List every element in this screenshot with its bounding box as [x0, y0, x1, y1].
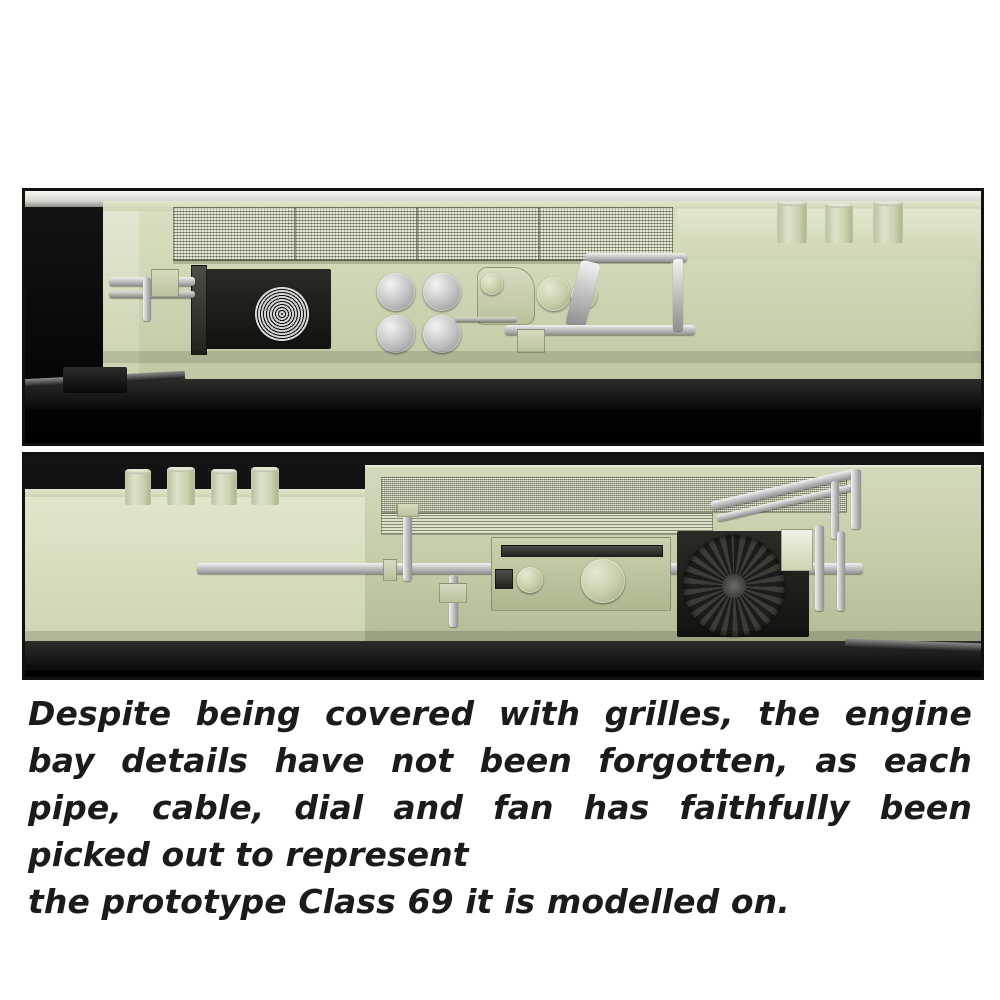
gauge-left — [537, 277, 571, 311]
main-pipe-riser — [673, 259, 683, 331]
module-pipe-flange — [397, 503, 419, 517]
lower-valve-block — [439, 583, 467, 603]
compressor-dial — [481, 273, 503, 295]
filler-stack-5 — [167, 467, 195, 505]
dial-upper-right — [423, 273, 461, 311]
fan-side-pipe-1 — [815, 525, 824, 611]
junction-box-lower — [517, 329, 545, 353]
air-valve-block — [151, 269, 179, 297]
radiator-fan — [683, 535, 785, 637]
main-pipe-upper-right — [585, 253, 687, 262]
roof-pipe-vertical-right — [851, 469, 861, 529]
roof-grille-panel-3 — [417, 207, 539, 261]
air-filter-mesh-dial — [255, 287, 309, 341]
filler-stack-2 — [825, 203, 853, 243]
caption-line-4: the prototype Class 69 it is modelled on. — [28, 882, 790, 921]
filler-stack-7 — [251, 467, 279, 505]
equipment-label-plate — [495, 569, 513, 589]
photo-engine-bay-left — [22, 188, 984, 446]
filler-stack-4 — [125, 469, 151, 505]
photo-top-canvas — [25, 191, 981, 443]
handrail-bracket-1 — [383, 559, 397, 581]
figure-caption — [28, 690, 972, 925]
body-valance-shadow-2 — [25, 631, 981, 641]
photo-bottom-canvas — [25, 455, 981, 677]
roof-grille-panel-1 — [173, 207, 295, 261]
engine-module-louvre-band — [381, 513, 713, 535]
fan-side-pipe-2 — [837, 531, 845, 611]
caption-line-2: details have not been forgotten, as each pipe, cable, — [28, 741, 972, 827]
dial-upper-left — [377, 273, 415, 311]
chassis-frame-2 — [25, 641, 981, 671]
filler-stack-3 — [873, 201, 903, 243]
filler-stack-6 — [211, 469, 237, 505]
chassis-frame — [25, 379, 981, 409]
equipment-dial-large — [581, 559, 625, 603]
equipment-panel-slot — [501, 545, 663, 557]
caption-line-3: dial and fan has faithfully been picked out to represent — [28, 788, 972, 874]
filler-stack-1 — [777, 201, 807, 243]
equipment-dial-small — [517, 567, 543, 593]
air-pipe-vertical-left — [143, 277, 151, 321]
photo-engine-bay-right — [22, 452, 984, 680]
caption-line-1: Despite being covered with grilles, the engine bay — [28, 694, 972, 780]
body-valance-shadow — [103, 351, 981, 363]
fan-housing-cap — [781, 529, 813, 571]
cable-run-lower — [455, 317, 517, 322]
bogie-block-left — [63, 367, 127, 393]
module-pipe-vertical-left — [403, 509, 412, 581]
roof-grille-panel-2 — [295, 207, 417, 261]
dial-lower-left — [377, 315, 415, 353]
